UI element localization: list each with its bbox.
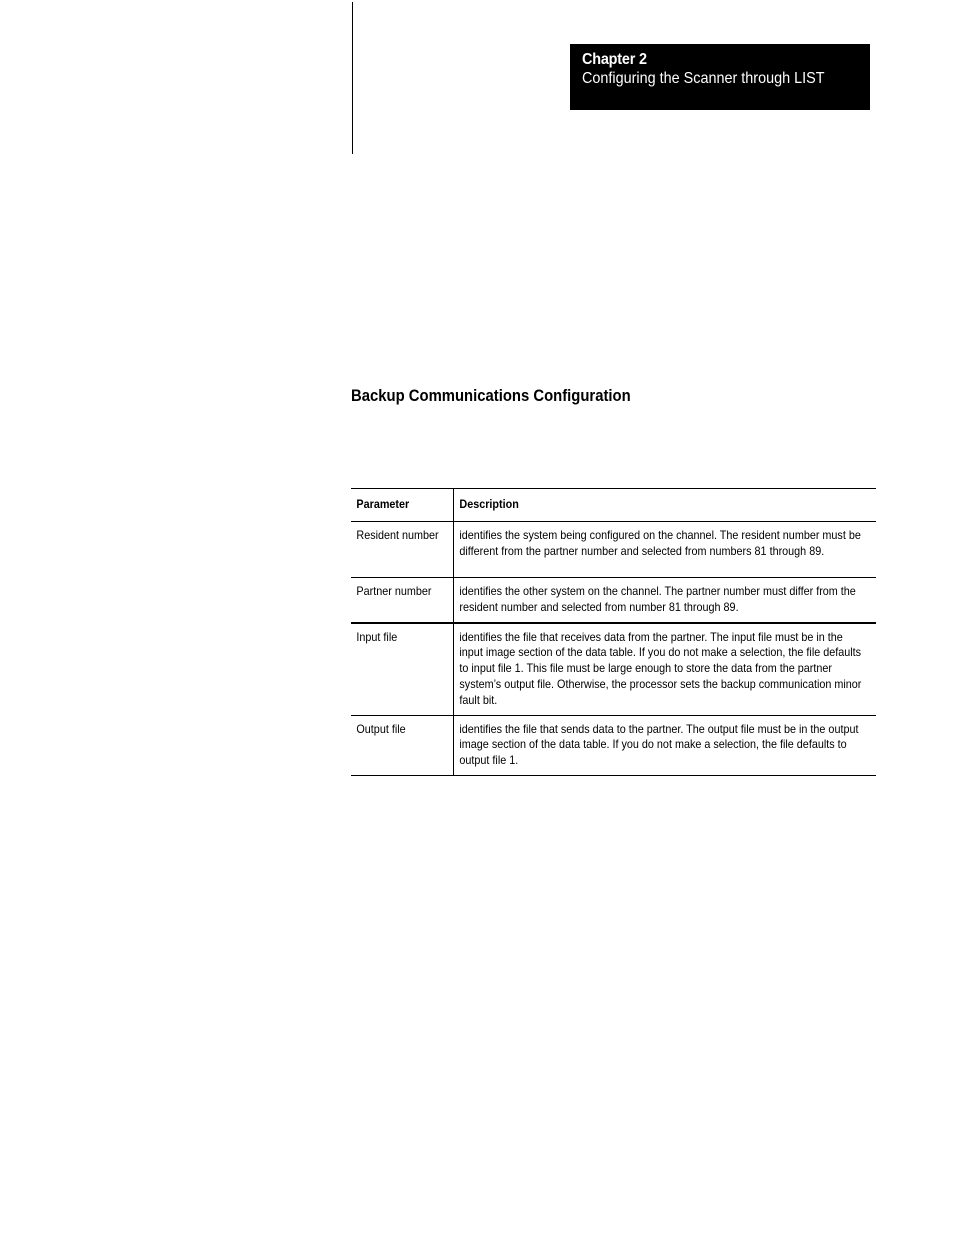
column-header-description: Description — [454, 489, 877, 522]
chapter-title: Configuring the Scanner through LIST — [582, 70, 825, 87]
table-row — [351, 715, 876, 775]
table-row — [351, 578, 876, 623]
table-header-row — [351, 489, 876, 522]
parameter-cell: Partner number — [351, 578, 454, 623]
parameter-cell: Output file — [351, 715, 454, 775]
table-row — [351, 623, 876, 715]
section-heading: Backup Communications Configuration — [351, 387, 631, 405]
parameter-table — [351, 488, 876, 776]
description-cell: identifies the file that sends data to the partner. The output file must be in the output image section of the data table. If you do not make a selection, the file defaults to output file 1. — [454, 715, 877, 775]
description-cell: identifies the system being configured on the channel. The resident number must be different from the partner number and selected from numbers 81 through 89. — [454, 522, 877, 578]
margin-rule — [352, 2, 353, 154]
column-header-parameter: Parameter — [351, 489, 454, 522]
description-cell: identifies the file that receives data from the partner. The input file must be in the input image section of the data table. If you do not make a selection, the file defaults to input file 1. This file must be large enough to store the data from the partner system’s output file. Otherwise, the processor sets the backup communication minor fault bit. — [454, 623, 877, 715]
table-row — [351, 522, 876, 578]
chapter-header — [570, 44, 870, 110]
chapter-label: Chapter 2 — [582, 51, 647, 68]
parameter-cell: Input file — [351, 623, 454, 715]
parameter-cell: Resident number — [351, 522, 454, 578]
description-cell: identifies the other system on the channel. The partner number must differ from the resident number and selected from number 81 through 89. — [454, 578, 877, 623]
